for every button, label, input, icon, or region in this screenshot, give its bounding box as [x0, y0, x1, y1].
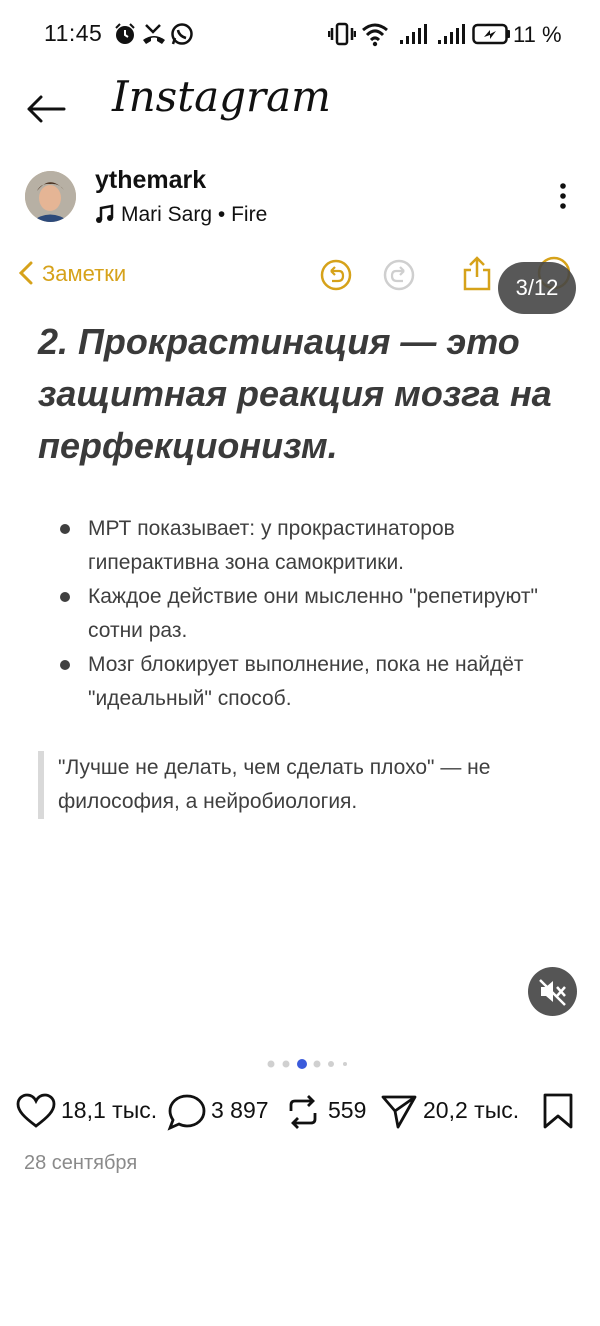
redo-icon — [382, 258, 416, 292]
music-info[interactable] — [95, 203, 267, 227]
post-date: 28 сентября — [24, 1152, 138, 1174]
more-options-icon[interactable] — [553, 182, 573, 212]
like-heart-icon[interactable] — [16, 1093, 56, 1129]
notes-back-button — [18, 261, 126, 287]
note-bullet: МРТ показывает: у прокрастинаторов гиперактивна зона самокритики. — [58, 512, 578, 580]
battery-icon — [472, 23, 512, 45]
share-icon — [461, 254, 493, 292]
signal-icon-2 — [436, 22, 466, 46]
note-heading: 2. Прокрастинация — это защитная реакция мозга на перфекционизм. — [38, 321, 552, 466]
missed-call-icon — [141, 22, 167, 46]
note-quote: "Лучше не делать, чем сделать плохо" — не философия, а нейробиология. — [38, 751, 598, 819]
carousel-page-counter: 3/12 — [498, 262, 576, 314]
chevron-left-icon — [18, 261, 34, 285]
notes-back-label: Заметки — [42, 261, 127, 286]
instagram-logo: Instagram — [112, 72, 331, 121]
shares-count[interactable]: 20,2 тыс. — [423, 1097, 520, 1123]
speaker-muted-icon — [528, 967, 577, 1016]
back-arrow-icon[interactable] — [26, 94, 68, 124]
music-artist: Mari Sarg — [121, 203, 213, 226]
carousel-indicator — [266, 1058, 356, 1070]
bookmark-icon[interactable] — [541, 1092, 575, 1130]
avatar-image — [25, 171, 76, 222]
status-time: 11:45 — [44, 20, 103, 46]
carousel-dot — [328, 1061, 334, 1067]
mute-button[interactable] — [528, 967, 577, 1016]
note-bullet-list — [58, 512, 578, 716]
comment-icon[interactable] — [167, 1093, 207, 1131]
note-bullet: Каждое действие они мысленно "репетируют" сотни раз. — [58, 580, 578, 648]
carousel-dot — [343, 1062, 347, 1066]
signal-icon — [398, 22, 428, 46]
music-note-icon — [95, 204, 115, 224]
repost-icon[interactable] — [285, 1093, 321, 1131]
carousel-dot — [283, 1061, 290, 1068]
send-icon[interactable] — [380, 1093, 418, 1131]
music-separator: • — [217, 203, 226, 226]
battery-percentage: 11 % — [513, 22, 562, 47]
alarm-icon — [113, 22, 137, 46]
carousel-dot — [314, 1061, 321, 1068]
likes-count[interactable]: 18,1 тыс. — [61, 1097, 158, 1123]
vibrate-icon — [328, 22, 356, 46]
wifi-icon — [361, 21, 389, 47]
note-bullet: Мозг блокирует выполнение, пока не найдёт "идеальный" способ. — [58, 648, 578, 716]
undo-icon — [319, 258, 353, 292]
music-track: Fire — [231, 203, 268, 226]
carousel-dot-active — [297, 1059, 307, 1069]
carousel-dot — [268, 1061, 275, 1068]
comments-count[interactable]: 3 897 — [211, 1097, 269, 1123]
whatsapp-icon — [170, 22, 194, 46]
avatar[interactable] — [25, 171, 76, 222]
reposts-count[interactable]: 559 — [328, 1097, 367, 1123]
username[interactable]: ythemark — [95, 166, 207, 194]
